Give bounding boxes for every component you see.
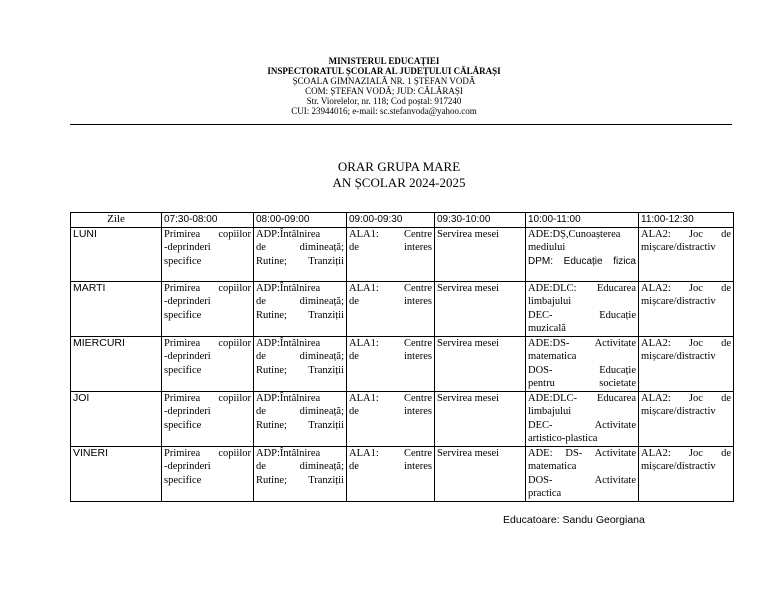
cell-line: Primirea copiilor [164, 282, 251, 294]
cell-line: DOS- Educație [528, 364, 636, 376]
schedule-cell [254, 281, 347, 336]
cell-line: mișcare/distractiv [641, 296, 716, 307]
cell-line: ALA2: Joc de [641, 337, 731, 349]
schedule-cell [639, 446, 734, 501]
column-header: Zile [71, 213, 162, 228]
cell-line: de dimineață; [256, 461, 344, 472]
cell-line: -deprinderi [164, 406, 211, 417]
cell-line: ADE:DLC: Educarea [528, 282, 636, 294]
cell-line: de interes [349, 351, 432, 362]
cell-line: ALA1: Centre [349, 392, 432, 404]
schedule-cell: Servirea mesei [435, 446, 526, 501]
cell-line: ALA2: Joc de [641, 282, 731, 294]
schedule-cell [254, 227, 347, 281]
title-line-1: ORAR GRUPA MARE [337, 159, 461, 174]
cell-line: DEC- Educație [528, 309, 636, 321]
table-row [71, 227, 734, 281]
schedule-cell: Servirea mesei [435, 281, 526, 336]
cell-line: de interes [349, 296, 432, 307]
schedule-cell [162, 391, 254, 446]
schedule-table [70, 212, 734, 502]
cell-line: de interes [349, 461, 432, 472]
table-row [71, 446, 734, 501]
school-locality: COM: ȘTEFAN VODĂ; JUD: CĂLĂRAȘI [305, 86, 463, 96]
cell-line: ADP:Întâlnirea [256, 282, 321, 294]
schedule-cell [639, 281, 734, 336]
schedule-cell [162, 281, 254, 336]
letterhead [0, 56, 768, 116]
cell-line: de interes [349, 242, 432, 253]
schedule-cell [347, 446, 435, 501]
cell-line: DPM: Educație fizica [528, 255, 636, 267]
cell-line: de dimineață; [256, 351, 344, 362]
cell-line: specifice [164, 419, 202, 431]
cell-line: mediului [528, 242, 566, 253]
schedule-cell [526, 227, 639, 281]
school-name: ȘCOALA GIMNAZIALĂ NR. 1 ȘTEFAN VODĂ [292, 76, 476, 86]
cell-line: mișcare/distractiv [641, 461, 716, 472]
cell-line: specifice [164, 364, 202, 376]
cell-line: mișcare/distractiv [641, 351, 716, 362]
day-cell: JOI [71, 391, 162, 446]
cell-line: de dimineață; [256, 242, 344, 253]
cell-line: -deprinderi [164, 461, 211, 472]
cell-line: -deprinderi [164, 351, 211, 362]
cell-line: de dimineață; [256, 406, 344, 417]
cell-line: DOS- Activitate [528, 474, 636, 486]
header-divider [70, 124, 732, 125]
schedule-cell: Servirea mesei [435, 336, 526, 391]
school-address: Str. Viorelelor, nr. 118; Cod poștal: 917240 [306, 96, 462, 106]
table-header-row [71, 213, 734, 228]
cell-line: specifice [164, 474, 202, 486]
schedule-cell: Servirea mesei [435, 227, 526, 281]
schedule-cell [347, 281, 435, 336]
schedule-cell [162, 446, 254, 501]
cell-line: ALA1: Centre [349, 447, 432, 459]
schedule-cell [526, 391, 639, 446]
column-header: 11:00-12:30 [639, 213, 734, 228]
day-cell: LUNI [71, 227, 162, 281]
cell-line: Primirea copiilor [164, 447, 251, 459]
cell-line: pentru societate [528, 378, 636, 389]
table-row [71, 281, 734, 336]
cell-line: ALA2: Joc de [641, 228, 731, 240]
day-cell: VINERI [71, 446, 162, 501]
cell-line: ADP:Întâlnirea [256, 228, 321, 240]
cell-line: Primirea copiilor [164, 392, 251, 404]
schedule-cell [347, 391, 435, 446]
schedule-cell [526, 281, 639, 336]
cell-line: -deprinderi [164, 242, 211, 253]
inspectorate-name: INSPECTORATUL ȘCOLAR AL JUDEȚULUI CĂLĂRAȘI [267, 66, 501, 76]
cell-line: mișcare/distractiv [641, 242, 716, 253]
column-header: 08:00-09:00 [254, 213, 347, 228]
ministry-name: MINISTERUL EDUCAȚIEI [328, 56, 440, 66]
schedule-cell [254, 336, 347, 391]
cell-line: limbajului [528, 406, 572, 417]
schedule-cell: Servirea mesei [435, 391, 526, 446]
schedule-cell [162, 336, 254, 391]
cell-line: Rutine; Tranziții [256, 309, 344, 321]
table-row [71, 391, 734, 446]
cell-line: DEC- Activitate [528, 419, 636, 431]
document-title [0, 159, 768, 191]
day-cell: MARTI [71, 281, 162, 336]
schedule-cell [254, 391, 347, 446]
schedule-cell [347, 227, 435, 281]
cell-line: Rutine; Tranziții [256, 255, 344, 267]
column-header: 09:00-09:30 [347, 213, 435, 228]
cell-line: ALA2: Joc de [641, 447, 731, 459]
schedule-cell [639, 227, 734, 281]
cell-line: Rutine; Tranziții [256, 419, 344, 431]
cell-line: ADE: DS- Activitate [528, 447, 636, 459]
schedule-cell [639, 391, 734, 446]
cell-line: Rutine; Tranziții [256, 474, 344, 486]
schedule-cell [347, 336, 435, 391]
cell-line: ADP:Întâlnirea [256, 447, 321, 459]
cell-line: ADE:DS- Activitate [528, 337, 636, 349]
cell-line: specifice [164, 309, 202, 321]
schedule-cell [526, 446, 639, 501]
title-line-2: AN ȘCOLAR 2024-2025 [332, 175, 466, 190]
cell-line: Primirea copiilor [164, 337, 251, 349]
column-header: 09:30-10:00 [435, 213, 526, 228]
cell-line: ADE:DȘ,Cunoașterea [528, 228, 621, 240]
schedule-cell [162, 227, 254, 281]
schedule-cell [639, 336, 734, 391]
cell-line: specifice [164, 255, 202, 267]
cell-line: matematica [528, 351, 577, 362]
cell-line: mișcare/distractiv [641, 406, 716, 417]
cell-line: ALA1: Centre [349, 228, 432, 240]
cell-line: de interes [349, 406, 432, 417]
cell-line: matematica [528, 461, 577, 472]
cell-line: ADP:Întâlnirea [256, 337, 321, 349]
schedule-cell [254, 446, 347, 501]
cell-line: Rutine; Tranziții [256, 364, 344, 376]
column-header: 07:30-08:00 [162, 213, 254, 228]
cell-line: ADP:Întâlnirea [256, 392, 321, 404]
table-row [71, 336, 734, 391]
day-cell: MIERCURI [71, 336, 162, 391]
cell-line: ALA1: Centre [349, 282, 432, 294]
cell-line: ALA2: Joc de [641, 392, 731, 404]
cell-line: de dimineață; [256, 296, 344, 307]
cell-line: limbajului [528, 296, 572, 307]
school-contact: CUI: 23944016; e-mail: sc.stefanvoda@yahoo.com [291, 106, 477, 116]
cell-line: practica [528, 488, 562, 499]
cell-line: ALA1: Centre [349, 337, 432, 349]
cell-line: muzicală [528, 323, 566, 334]
cell-line: artistico-plastica [528, 433, 598, 444]
cell-line: Primirea copiilor [164, 228, 251, 240]
cell-line: ADE:DLC- Educarea [528, 392, 636, 404]
cell-line: -deprinderi [164, 296, 211, 307]
column-header: 10:00-11:00 [526, 213, 639, 228]
teacher-signature: Educatoare: Sandu Georgiana [503, 514, 645, 526]
schedule-cell [526, 336, 639, 391]
